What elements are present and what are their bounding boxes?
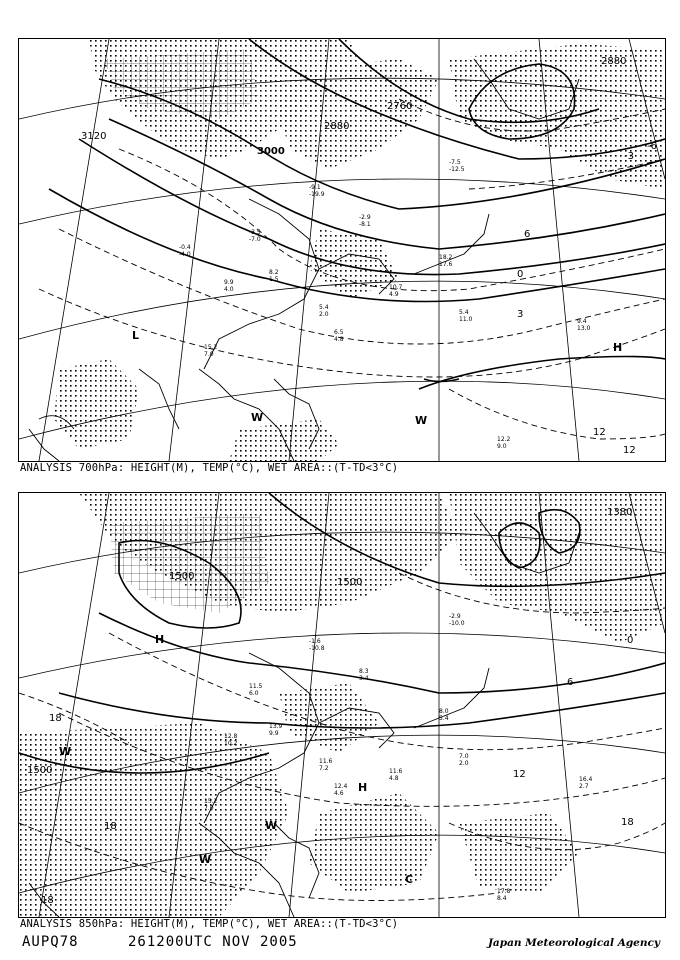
svg-text:-4.0: -4.0: [179, 251, 191, 258]
svg-text:11.5: 11.5: [249, 683, 263, 690]
center-marker: W: [415, 414, 428, 427]
svg-text:11.6: 11.6: [319, 758, 333, 765]
svg-text:2.0: 2.0: [319, 311, 329, 318]
svg-text:3.4: 3.4: [359, 675, 369, 682]
temp-label: 12: [513, 769, 526, 780]
svg-text:8.3: 8.3: [359, 668, 369, 675]
svg-text:5.4: 5.4: [439, 715, 449, 722]
temp-label: 18: [49, 713, 62, 724]
svg-text:2.0: 2.0: [459, 760, 469, 767]
svg-text:11.0: 11.0: [459, 316, 473, 323]
center-marker: W: [265, 819, 278, 832]
height-label: 2880: [601, 56, 627, 67]
temp-label: 0: [627, 635, 634, 646]
svg-text:6.5: 6.5: [334, 329, 344, 336]
svg-text:7.0: 7.0: [204, 805, 214, 812]
center-marker: W: [59, 745, 72, 758]
svg-text:4.8: 4.8: [389, 775, 399, 782]
svg-text:1.5: 1.5: [269, 276, 279, 283]
svg-text:9.9: 9.9: [224, 279, 234, 286]
svg-text:4.9: 4.9: [389, 291, 399, 298]
height-label: 1380: [607, 507, 633, 518]
center-marker: H: [613, 341, 623, 354]
analysis-700hpa-map: [18, 38, 666, 462]
height-label: 3120: [81, 131, 107, 142]
center-marker: L: [132, 329, 140, 342]
height-label: 1500: [169, 571, 195, 582]
station-value: 12.2: [497, 436, 511, 443]
station-value: 9.0: [497, 443, 507, 450]
svg-text:-19.9: -19.9: [309, 191, 325, 198]
svg-text:-10.0: -10.0: [449, 620, 465, 627]
station-value: 9.4: [577, 318, 587, 325]
temp-label: -6: [647, 141, 657, 152]
svg-text:12.8: 12.8: [224, 733, 238, 740]
svg-text:-10.8: -10.8: [309, 645, 325, 652]
svg-text:4.6: 4.6: [334, 790, 344, 797]
svg-text:8.2: 8.2: [269, 269, 279, 276]
station-value: 16.4: [579, 776, 593, 783]
svg-text:9.9: 9.9: [269, 730, 279, 737]
temp-labels: [517, 141, 657, 456]
svg-text:5.4: 5.4: [459, 309, 469, 316]
station-value: 13.0: [577, 325, 591, 332]
svg-text:15.2: 15.2: [204, 798, 218, 805]
svg-text:10.2: 10.2: [224, 740, 238, 747]
station-samples: [497, 318, 591, 450]
svg-text:-12.5: -12.5: [449, 166, 465, 173]
valid-time: 261200UTC NOV 2005: [128, 934, 298, 950]
height-label: 2880: [324, 121, 350, 132]
temp-label: 18: [104, 821, 117, 832]
height-label: 3000: [257, 146, 285, 157]
temp-label: 6: [567, 677, 574, 688]
svg-text:15.2: 15.2: [204, 344, 218, 351]
center-marker: W: [251, 411, 264, 424]
svg-text:-1.6: -1.6: [309, 638, 321, 645]
svg-text:7.0: 7.0: [204, 351, 214, 358]
caption-700hpa: ANALYSIS 700hPa: HEIGHT(M), TEMP(°C), WET AREA::(T-TD<3°C): [20, 462, 399, 474]
temp-label: -3: [624, 151, 634, 162]
temp-label: 6: [524, 229, 531, 240]
svg-text:12.4: 12.4: [334, 783, 348, 790]
svg-text:-7.5: -7.5: [449, 159, 461, 166]
svg-text:11.6: 11.6: [389, 768, 403, 775]
svg-text:-2.9: -2.9: [359, 214, 371, 221]
map-850hpa-svg: [19, 493, 665, 917]
center-marker: H: [155, 633, 165, 646]
height-label: 1500: [337, 577, 363, 588]
center-marker: W: [199, 853, 212, 866]
temp-label: 12: [623, 445, 636, 456]
svg-text:13.9: 13.9: [269, 723, 283, 730]
center-marker: C: [405, 873, 414, 886]
svg-text:-3.5: -3.5: [249, 229, 261, 236]
map-700hpa-svg: [19, 39, 665, 461]
station-value: 17.8: [497, 888, 511, 895]
svg-text:-2.9: -2.9: [449, 613, 461, 620]
temp-label: 0: [517, 269, 524, 280]
svg-text:-9.1: -9.1: [309, 184, 321, 191]
svg-text:-7.0: -7.0: [249, 236, 261, 243]
svg-text:17.6: 17.6: [439, 261, 453, 268]
svg-text:18.2: 18.2: [439, 254, 453, 261]
svg-text:8.0: 8.0: [439, 708, 449, 715]
svg-text:7.0: 7.0: [459, 753, 469, 760]
temp-label: 18: [621, 817, 634, 828]
height-label: 2760: [387, 101, 413, 112]
station-value: 8.4: [497, 895, 507, 902]
svg-text:5.4: 5.4: [319, 304, 329, 311]
svg-text:7.2: 7.2: [319, 765, 329, 772]
temp-label: 3: [517, 309, 524, 320]
svg-text:-0.4: -0.4: [179, 244, 191, 251]
station-value: 2.7: [579, 783, 589, 790]
height-label: 1500: [27, 765, 53, 776]
temp-label: 12: [593, 427, 606, 438]
center-marker: H: [358, 781, 368, 794]
svg-text:10.7: 10.7: [389, 284, 403, 291]
caption-850hpa: ANALYSIS 850hPa: HEIGHT(M), TEMP(°C), WET AREA::(T-TD<3°C): [20, 918, 399, 930]
svg-text:4.8: 4.8: [334, 336, 344, 343]
analysis-850hpa-map: [18, 492, 666, 918]
svg-text:6.0: 6.0: [249, 690, 259, 697]
svg-text:-8.1: -8.1: [359, 221, 371, 228]
chart-id: AUPQ78: [22, 934, 79, 950]
temp-label: 18: [41, 895, 54, 906]
agency-name: Japan Meteorological Agency: [487, 937, 660, 949]
svg-text:4.0: 4.0: [224, 286, 234, 293]
